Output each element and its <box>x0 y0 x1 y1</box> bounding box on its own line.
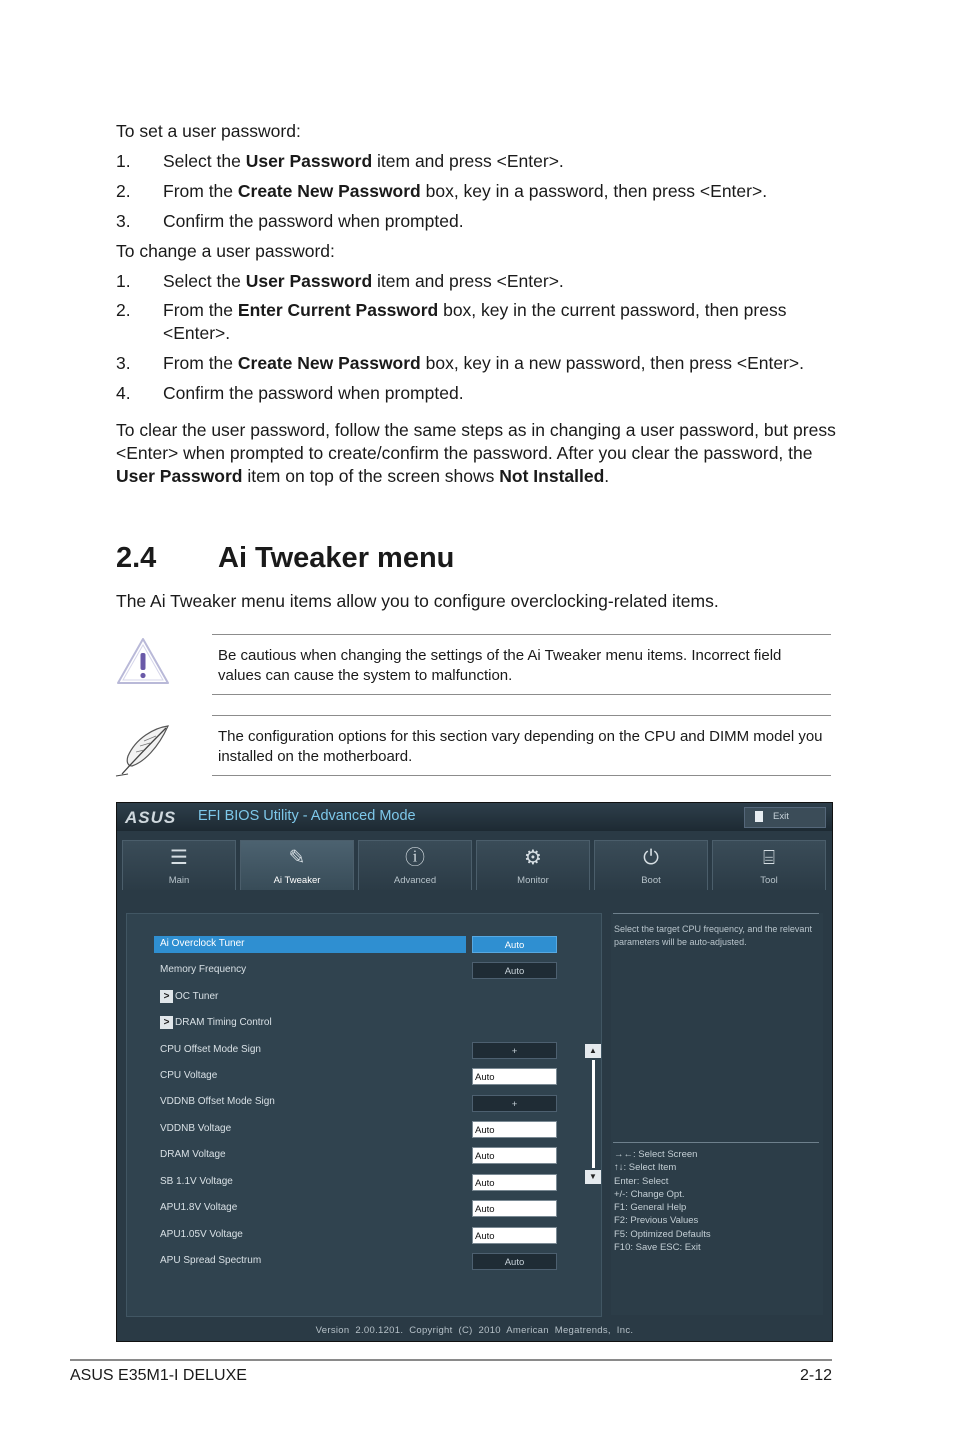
set-password-heading: To set a user password: <box>116 121 301 141</box>
tab-label: Tool <box>760 875 778 886</box>
help-divider <box>613 913 819 914</box>
change-password-heading: To change a user password: <box>116 241 335 261</box>
section-number: 2.4 <box>116 542 157 574</box>
clear-paragraph-line: User Password item on top of the screen shows Not Installed. <box>116 466 610 486</box>
submenu-dram-timing-control[interactable] <box>154 1015 466 1032</box>
clear-paragraph-line: To clear the user password, follow the same steps as in changing a user password, but press <box>116 420 836 440</box>
setting-label: VDDNB Voltage <box>160 1123 232 1134</box>
setting-label: OC Tuner <box>175 991 219 1002</box>
step-number: 4. <box>116 383 131 403</box>
feather-icon <box>114 722 172 778</box>
key-legend <box>614 1148 711 1254</box>
exit-icon <box>755 811 763 822</box>
tweaker-icon: ✎ <box>288 847 306 869</box>
note-text: The configuration options for this section vary depending on the CPU and DIMM model you <box>218 728 823 745</box>
tab-label: Ai Tweaker <box>273 875 321 886</box>
setting-value-field[interactable]: Auto <box>472 1121 557 1138</box>
tab-label: Monitor <box>517 875 549 886</box>
setting-label: Ai Overclock Tuner <box>160 938 245 949</box>
chevron-right-icon: > <box>160 990 173 1003</box>
key-hint: +/-: Change Opt. <box>614 1188 685 1200</box>
footer-divider <box>70 1359 832 1361</box>
scroll-up-icon[interactable]: ▲ <box>585 1044 601 1058</box>
setting-label: CPU Voltage <box>160 1070 218 1081</box>
caution-text: values can cause the system to malfunction. <box>218 667 513 684</box>
setting-row-cpu-offset-mode-sign[interactable] <box>154 1042 466 1059</box>
setting-value-field[interactable]: Auto <box>472 1200 557 1217</box>
page-number: 2-12 <box>800 1367 833 1384</box>
note-divider <box>212 715 831 716</box>
tab-label: Boot <box>641 875 661 886</box>
caution-text: Be cautious when changing the settings of the Ai Tweaker menu items. Incorrect field <box>218 647 782 664</box>
footer-product: ASUS E35M1-I DELUXE <box>70 1367 247 1384</box>
step-number: 2. <box>116 300 131 320</box>
section-lead: The Ai Tweaker menu items allow you to configure overclocking-related items. <box>116 591 719 611</box>
step-text: From the Create New Password box, key in a password, then press <Enter>. <box>163 181 768 201</box>
setting-value-button[interactable]: + <box>472 1042 557 1059</box>
setting-value-button[interactable]: Auto <box>472 962 557 979</box>
tab-label: Advanced <box>393 875 437 886</box>
key-hint: F2: Previous Values <box>614 1215 699 1227</box>
setting-row-ai-overclock-tuner[interactable] <box>154 936 466 953</box>
setting-value-field[interactable]: Auto <box>472 1147 557 1164</box>
setting-value-field[interactable]: Auto <box>472 1174 557 1191</box>
tool-icon: ⌸ <box>763 847 775 869</box>
bios-title: EFI BIOS Utility - Advanced Mode <box>198 808 416 824</box>
tab-main[interactable] <box>122 840 236 890</box>
tab-boot[interactable] <box>594 840 708 890</box>
exit-label: Exit <box>773 811 789 822</box>
setting-value-button[interactable]: + <box>472 1095 557 1112</box>
step-text: From the Enter Current Password box, key in the current password, then press <box>163 300 787 320</box>
setting-label: CPU Offset Mode Sign <box>160 1044 261 1055</box>
setting-row-apu-1-05v-voltage[interactable] <box>154 1227 466 1244</box>
chevron-right-icon: > <box>160 1016 173 1029</box>
setting-label: VDDNB Offset Mode Sign <box>160 1096 275 1107</box>
setting-value-button[interactable]: Auto <box>472 936 557 953</box>
power-icon: ⏻ <box>643 847 659 869</box>
settings-pane <box>126 913 602 1317</box>
setting-label: DRAM Timing Control <box>175 1017 272 1028</box>
help-text: Select the target CPU frequency, and the relevant parameters will be auto-adjusted. <box>614 924 812 947</box>
help-pane <box>611 913 823 1315</box>
bios-titlebar <box>117 803 832 831</box>
help-divider <box>613 1142 819 1143</box>
setting-value-field[interactable]: Auto <box>472 1227 557 1244</box>
setting-label: SB 1.1V Voltage <box>160 1176 233 1187</box>
setting-label: APU Spread Spectrum <box>160 1255 262 1266</box>
setting-row-sb-voltage[interactable] <box>154 1174 466 1191</box>
step-number: 3. <box>116 353 131 373</box>
setting-label: APU1.8V Voltage <box>160 1202 238 1213</box>
key-hint: F10: Save ESC: Exit <box>614 1242 701 1254</box>
key-hint: →←: Select Screen <box>614 1149 698 1160</box>
clear-paragraph-line: <Enter> when prompted to create/confirm the password. After you clear the password, the <box>116 443 813 463</box>
tab-tool[interactable] <box>712 840 826 890</box>
setting-row-vddnb-offset-mode-sign[interactable] <box>154 1094 466 1111</box>
tab-label: Main <box>168 875 190 886</box>
note-divider <box>212 775 831 776</box>
submenu-oc-tuner[interactable] <box>154 989 466 1006</box>
bios-screenshot <box>116 802 833 1342</box>
step-text-continued: <Enter>. <box>163 323 231 343</box>
tab-ai-tweaker[interactable] <box>240 840 354 890</box>
step-number: 3. <box>116 211 131 231</box>
scroll-down-icon[interactable]: ▼ <box>585 1170 601 1184</box>
setting-row-apu-spread-spectrum[interactable] <box>154 1253 466 1270</box>
step-text: Select the User Password item and press <Enter>. <box>163 151 564 171</box>
step-text: From the Create New Password box, key in a new password, then press <Enter>. <box>163 353 805 373</box>
setting-value-button[interactable]: Auto <box>472 1253 557 1270</box>
section-title: Ai Tweaker menu <box>218 542 455 574</box>
list-icon: ☰ <box>170 847 188 869</box>
exit-button[interactable] <box>744 807 826 828</box>
step-text: Confirm the password when prompted. <box>163 211 464 231</box>
note-text: installed on the motherboard. <box>218 748 413 765</box>
key-hint: F5: Optimized Defaults <box>614 1228 711 1240</box>
note-divider <box>212 694 831 695</box>
step-text: Select the User Password item and press <Enter>. <box>163 271 564 291</box>
key-hint: ↑↓: Select Item <box>614 1162 677 1174</box>
bios-version: Version 2.00.1201. Copyright (C) 2010 American Megatrends, Inc. <box>315 1325 634 1336</box>
setting-label: APU1.05V Voltage <box>160 1229 243 1240</box>
setting-row-dram-voltage[interactable] <box>154 1147 466 1164</box>
tab-monitor[interactable] <box>476 840 590 890</box>
warning-icon <box>116 636 170 686</box>
advanced-icon: ⓘ <box>405 847 425 869</box>
asus-logo: ASUS <box>125 808 177 827</box>
setting-label: Memory Frequency <box>160 964 247 975</box>
monitor-icon: ⚙ <box>524 847 542 869</box>
scrollbar[interactable] <box>592 1060 595 1168</box>
setting-label: DRAM Voltage <box>160 1149 226 1160</box>
setting-row-apu-1-8v-voltage[interactable] <box>154 1200 466 1217</box>
tab-advanced[interactable] <box>358 840 472 890</box>
setting-row-cpu-voltage[interactable] <box>154 1068 466 1085</box>
step-text: Confirm the password when prompted. <box>163 383 464 403</box>
note-divider <box>212 634 831 635</box>
key-hint: F1: General Help <box>614 1202 687 1214</box>
step-number: 1. <box>116 151 131 171</box>
setting-row-vddnb-voltage[interactable] <box>154 1121 466 1138</box>
setting-row-memory-frequency[interactable] <box>154 962 466 979</box>
step-number: 1. <box>116 271 131 291</box>
step-number: 2. <box>116 181 131 201</box>
setting-value-field[interactable]: Auto <box>472 1068 557 1085</box>
key-hint: Enter: Select <box>614 1175 669 1187</box>
